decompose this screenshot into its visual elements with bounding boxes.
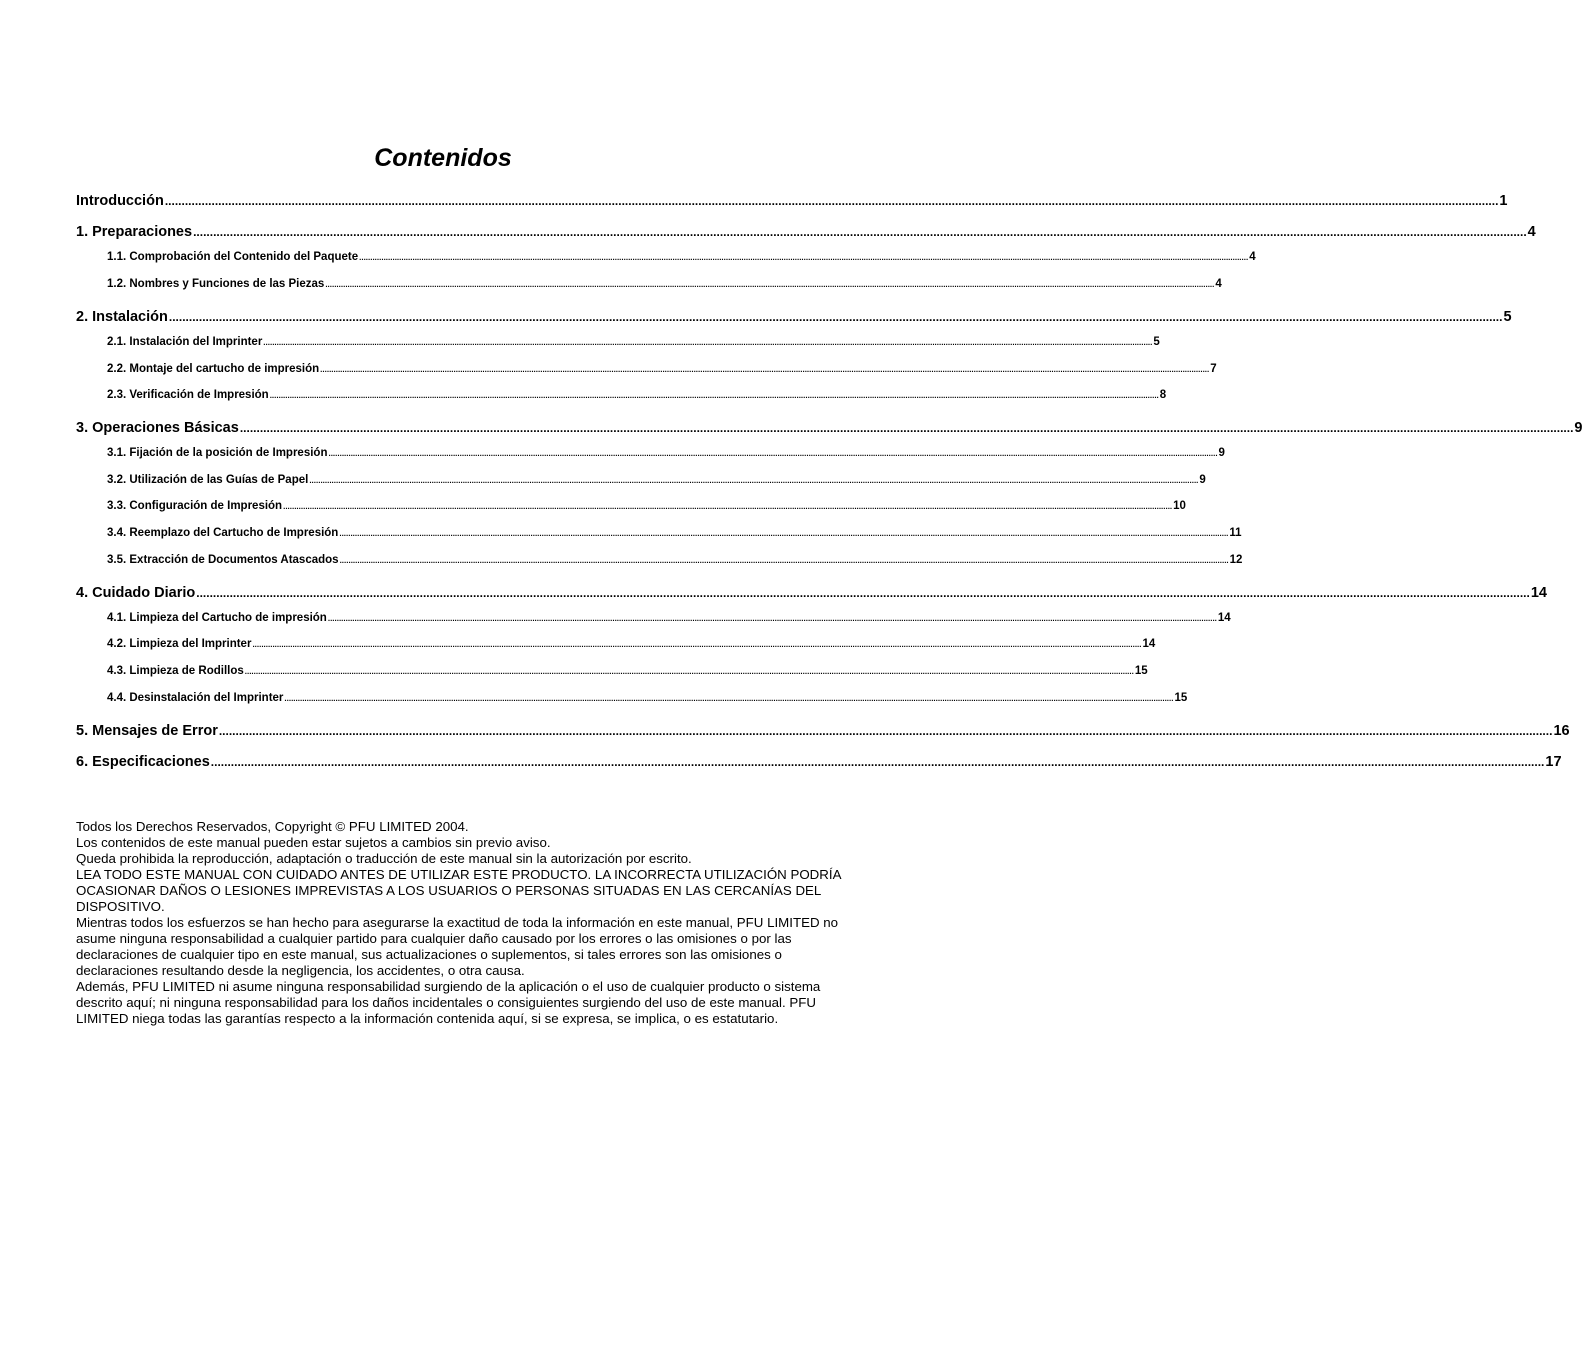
toc-entry-label: 5. Mensajes de Error: [76, 723, 218, 739]
toc-entry-label: 6. Especificaciones: [76, 754, 210, 770]
toc-entry-label: 2.3. Verificación de Impresión: [107, 389, 269, 401]
toc-dot-leader: ................................................................................................................................................................................................................................................................................................................................................................................................................: [218, 724, 1553, 738]
toc-entry[interactable]: [107, 692, 1188, 704]
toc-entry[interactable]: [107, 527, 1242, 539]
toc-page-number: 17: [1545, 754, 1562, 770]
toc-entry[interactable]: [107, 251, 1256, 263]
toc-entry[interactable]: [107, 336, 1160, 348]
toc-entry-label: 3.4. Reemplazo del Cartucho de Impresión: [107, 527, 339, 539]
toc-entry-label: 4.4. Desinstalación del Imprinter: [107, 692, 284, 704]
toc-page-number: 4: [1215, 278, 1222, 290]
toc-entry[interactable]: [76, 754, 1562, 770]
toc-entry-label: 3.1. Fijación de la posición de Impresión: [107, 447, 328, 459]
toc-entry-label: 1.2. Nombres y Funciones de las Piezas: [107, 278, 325, 290]
toc-entry-label: 3.3. Configuración de Impresión: [107, 500, 283, 512]
legal-notice: [76, 819, 844, 1027]
toc-entry-label: 1.1. Comprobación del Contenido del Paquete: [107, 251, 359, 263]
toc-page-number: 9: [1574, 420, 1583, 436]
toc-entry[interactable]: [107, 278, 1222, 290]
toc-page-number: 9: [1199, 474, 1206, 486]
toc-entry-label: 4.2. Limpieza del Imprinter: [107, 638, 252, 650]
toc-entry-label: 2. Instalación: [76, 309, 168, 325]
toc-dot-leader: ................................................................................................................................................................................................................................................................................................................................................................................................................: [252, 640, 1142, 649]
page-title: Contenidos: [374, 144, 512, 172]
toc-page-number: 16: [1553, 723, 1570, 739]
toc-entry[interactable]: [107, 500, 1186, 512]
toc-dot-leader: ................................................................................................................................................................................................................................................................................................................................................................................................................: [339, 529, 1229, 538]
toc-entry[interactable]: [76, 420, 1583, 436]
toc-entry[interactable]: [76, 723, 1570, 739]
toc-page-number: 4: [1249, 251, 1256, 263]
toc-dot-leader: ................................................................................................................................................................................................................................................................................................................................................................................................................: [325, 280, 1215, 289]
toc-dot-leader: ................................................................................................................................................................................................................................................................................................................................................................................................................: [327, 614, 1217, 623]
toc-entry[interactable]: [107, 554, 1243, 566]
toc-dot-leader: ................................................................................................................................................................................................................................................................................................................................................................................................................: [244, 667, 1134, 676]
toc-page-number: 1: [1499, 193, 1508, 209]
toc-entry-label: 2.2. Montaje del cartucho de impresión: [107, 363, 320, 375]
toc-dot-leader: ................................................................................................................................................................................................................................................................................................................................................................................................................: [193, 225, 1527, 239]
toc-dot-leader: ................................................................................................................................................................................................................................................................................................................................................................................................................: [239, 421, 1574, 435]
toc-page-number: 11: [1229, 527, 1242, 539]
toc-dot-leader: ................................................................................................................................................................................................................................................................................................................................................................................................................: [263, 338, 1153, 347]
toc-entry[interactable]: [107, 638, 1156, 650]
toc-dot-leader: ................................................................................................................................................................................................................................................................................................................................................................................................................: [284, 694, 1174, 703]
toc-entry[interactable]: [76, 585, 1547, 601]
toc-entry-label: 4.1. Limpieza del Cartucho de impresión: [107, 612, 327, 624]
toc-entry[interactable]: [107, 389, 1167, 401]
toc-page-number: 14: [1142, 638, 1156, 650]
legal-paragraph: LEA TODO ESTE MANUAL CON CUIDADO ANTES DE UTILIZAR ESTE PRODUCTO. LA INCORRECTA UTILIZACIÓN PODRÍA OCASIONAR DAÑOS O LESIONES IMPREVISTAS A LOS USUARIOS O PERSONAS SITUADAS EN LAS CERCANÍAS DEL DISPOSITIVO.: [76, 867, 841, 914]
toc-page-number: 5: [1153, 336, 1160, 348]
toc-dot-leader: ................................................................................................................................................................................................................................................................................................................................................................................................................: [269, 391, 1159, 400]
toc-dot-leader: ................................................................................................................................................................................................................................................................................................................................................................................................................: [359, 253, 1249, 262]
toc-entry[interactable]: [107, 363, 1217, 375]
toc-dot-leader: ................................................................................................................................................................................................................................................................................................................................................................................................................: [328, 449, 1218, 458]
toc-entry-label: 3.2. Utilización de las Guías de Papel: [107, 474, 309, 486]
toc-page-number: 10: [1173, 500, 1186, 512]
toc-entry[interactable]: [107, 474, 1206, 486]
toc-page-number: 9: [1218, 447, 1225, 459]
toc-dot-leader: ................................................................................................................................................................................................................................................................................................................................................................................................................: [164, 194, 1499, 208]
toc-page-number: 7: [1210, 363, 1217, 375]
toc-entry[interactable]: [76, 224, 1536, 240]
toc-entry-label: 3. Operaciones Básicas: [76, 420, 239, 436]
toc-entry-label: 1. Preparaciones: [76, 224, 193, 240]
legal-paragraph: Los contenidos de este manual pueden estar sujetos a cambios sin previo aviso.: [76, 835, 551, 850]
legal-paragraph: Además, PFU LIMITED ni asume ninguna responsabilidad surgiendo de la aplicación o el uso de cualquier producto o sistema descrito aquí; ni ninguna responsabilidad para los daños incidentales o consiguientes surgiendo del uso de este manual. PFU LIMITED niega todas las garantías respecto a la información contenida aquí, si se expresa, se implica, o es estatutario.: [76, 979, 821, 1026]
toc-entry-label: 4. Cuidado Diario: [76, 585, 196, 601]
toc-page-number: 8: [1159, 389, 1167, 401]
toc-entry-label: 4.3. Limpieza de Rodillos: [107, 665, 244, 677]
toc-entry-label: 3.5. Extracción de Documentos Atascados: [107, 554, 339, 566]
toc-page-number: 12: [1229, 554, 1243, 566]
toc-dot-leader: ................................................................................................................................................................................................................................................................................................................................................................................................................: [196, 586, 1530, 600]
toc-page-number: 14: [1530, 585, 1547, 601]
toc-entry[interactable]: [107, 447, 1225, 459]
toc-dot-leader: ................................................................................................................................................................................................................................................................................................................................................................................................................: [309, 476, 1199, 485]
toc-dot-leader: ................................................................................................................................................................................................................................................................................................................................................................................................................: [283, 502, 1173, 511]
toc-dot-leader: ................................................................................................................................................................................................................................................................................................................................................................................................................: [168, 310, 1503, 324]
toc-entry-label: Introducción: [76, 193, 164, 209]
toc-entry[interactable]: [107, 612, 1231, 624]
toc-entry[interactable]: [76, 193, 1508, 209]
toc-page-number: 5: [1503, 309, 1512, 325]
legal-paragraph: Mientras todos los esfuerzos se han hecho para asegurarse la exactitud de toda la información en este manual, PFU LIMITED no asume ninguna responsabilidad a cualquier partido para cualquier daño causado por los errores o las omisiones o por las declaraciones de cualquier tipo en este manual, sus actualizaciones o suplementos, si tales errores son las omisiones o declaraciones resultando desde la negligencia, los accidentes, o otra causa.: [76, 915, 839, 978]
toc-page-number: 14: [1217, 612, 1231, 624]
toc-entry-label: 2.1. Instalación del Imprinter: [107, 336, 263, 348]
toc-page-number: 4: [1527, 224, 1536, 240]
toc-dot-leader: ................................................................................................................................................................................................................................................................................................................................................................................................................: [339, 556, 1229, 565]
toc-dot-leader: ................................................................................................................................................................................................................................................................................................................................................................................................................: [210, 755, 1545, 769]
legal-paragraph: Queda prohibida la reproducción, adaptación o traducción de este manual sin la autorización por escrito.: [76, 851, 692, 866]
legal-paragraph: Todos los Derechos Reservados, Copyright © PFU LIMITED 2004.: [76, 819, 469, 834]
toc-entry[interactable]: [76, 309, 1512, 325]
toc-entry[interactable]: [107, 665, 1148, 677]
toc-page-number: 15: [1174, 692, 1188, 704]
toc-page-number: 15: [1134, 665, 1148, 677]
toc-dot-leader: ................................................................................................................................................................................................................................................................................................................................................................................................................: [320, 365, 1210, 374]
